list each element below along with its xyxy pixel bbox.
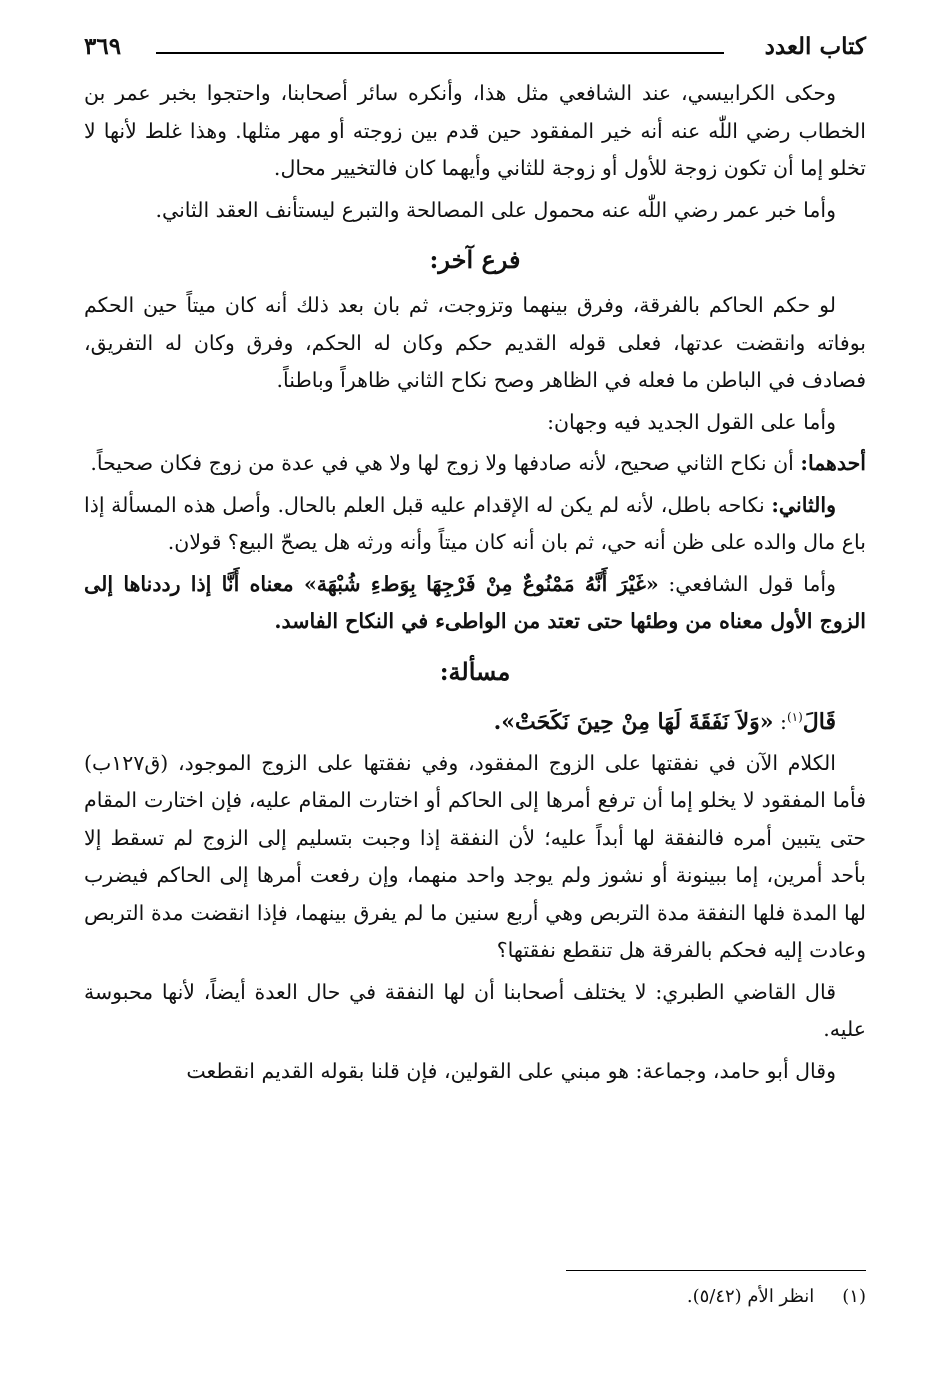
footnote-marker: (١) — [786, 709, 803, 724]
paragraph-text: نكاحه باطل، لأنه لم يكن له الإقدام عليه قبل العلم بالحال. وأصل هذه المسألة إذا باع مال والده على ظن أنه حي، ثم بان أنه كان ميتاً وأنه ورثه هل يصحّ البيع؟ قولان. — [84, 492, 866, 554]
body-text — [84, 75, 866, 1094]
paragraph — [84, 445, 866, 483]
quoted-text: «غَيْرَ أَنَّهُ مَمْنُوعٌ مِنْ فَرْجِهَا بِوَطءِ شُبْهَة» — [303, 571, 659, 596]
separator: : — [773, 709, 787, 734]
paragraph-text: وأما قول الشافعي: — [658, 571, 836, 596]
chapter-title: كتاب العدد — [764, 33, 866, 60]
paragraph: قال القاضي الطبري: لا يختلف أصحابنا أن لها النفقة في حال العدة أيضاً، لأنها محبوسة عليه. — [84, 979, 866, 1042]
paragraph: وحكى الكرابيسي، عند الشافعي مثل هذا، وأنكره سائر أصحابنا، واحتجوا بخبر عمر بن الخطاب رضي اللّٰه عنه أنه خير المفقود حين قدم بين زوجته أو مهر مثلها. وهذا غلط لأنها لا تخلو إما أن تكون زوجة للأول أو زوجة للثاني وأيهما كان فالتخيير محال. — [84, 81, 866, 180]
paragraph: وأما خبر عمر رضي اللّٰه عنه محمول على المصالحة والتبرع ليستأنف العقد الثاني. — [155, 197, 836, 222]
paragraph-label: والثاني: — [771, 492, 836, 517]
quoted-text: «وَلاَ نَفَقَةَ لَهَا مِنْ حِينَ نَكَحَتْ». — [493, 708, 774, 735]
paragraph — [84, 487, 866, 562]
footnote — [84, 1284, 866, 1310]
paragraph: لو حكم الحاكم بالفرقة، وفرق بينهما وتزوجت، ثم بان بعد ذلك أنه كان ميتاً حين الحكم بوفاته وانقضت عدتها، فعلى قوله القديم حكم وكان له الحكم، وفرق وكان له التفريق، فصادف في الباطن ما فعله في الظاهر وصح نكاح الثاني ظاهراً وباطناً. — [84, 293, 866, 392]
paragraph: الكلام الآن في نفقتها على الزوج المفقود، وفي نفقتها على الزوج الموجود، (ق١٢٧ب) فأما المفقود لا يخلو إما أن ترفع أمرها إلى الحاكم أو اختارت المقام عليه، فإن اختارت المقام حتى يتبين أمره فالنفقة لها أبداً عليه؛ لأن النفقة إذا وجبت بتسليم إلى الزوج لم تسقط إلا بأحد أمرين، إما ببينونة أو نشوز ولم يوجد واحد منهما، وإن رفعت أمرها إلى الحاكم فيضرب لها المدة فلها النفقة مدة التربص وهي أربع سنين ما لم يفرق بينهما، فإذا انقضت مدة التربص وعادت إليه فحكم بالفرقة هل تنقطع نفقتها؟ — [84, 750, 866, 963]
section-heading: مسألة: — [439, 656, 511, 686]
paragraph-label: أحدهما: — [800, 451, 866, 475]
section-heading: فرع آخر: — [429, 245, 521, 274]
paragraph-text-bold: معناه أَنَّا إذا رددناها إلى الزوج الأول معناه من وطئها حتى تعتد من الواطىء في النكاح الفاسد. — [84, 571, 866, 633]
qala-line — [84, 699, 866, 741]
qala-label: قَالَ — [802, 708, 836, 735]
paragraph — [84, 566, 866, 641]
paragraph: وقال أبو حامد، وجماعة: هو مبني على القولين، فإن قلنا بقوله القديم انقطعت — [186, 1058, 836, 1083]
footnote-text: انظر الأم (٥/٤٢). — [686, 1286, 815, 1307]
paragraph-text: أن نكاح الثاني صحيح، لأنه صادفها ولا زوج لها ولا هي في عدة من زوج فكان صحيحاً. — [90, 451, 801, 475]
footnote-rule — [566, 1270, 866, 1271]
running-header — [84, 30, 866, 70]
page-number: ٣٦٩ — [84, 33, 122, 60]
footnote-number: (١) — [842, 1286, 866, 1307]
paragraph: وأما على القول الجديد فيه وجهان: — [547, 409, 836, 434]
header-rule — [156, 52, 724, 54]
